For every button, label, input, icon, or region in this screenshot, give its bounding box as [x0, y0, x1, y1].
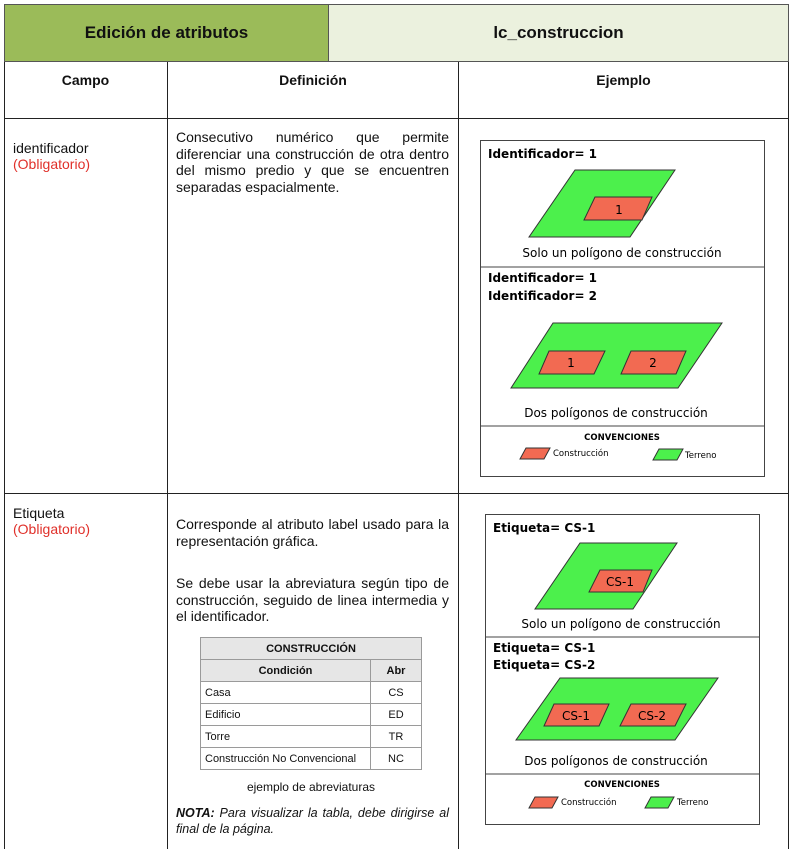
table-row [201, 748, 422, 770]
legend-terreno-label: Terreno [685, 451, 717, 461]
grid-line [788, 62, 789, 849]
panel1-caption: Solo un polígono de construcción [521, 617, 721, 631]
legend-construccion-label: Construcción [553, 449, 609, 459]
note-text: Para visualizar la tabla, debe dirigirse al final de la página. [176, 806, 449, 836]
table-row [201, 726, 422, 748]
column-header-ejemplo: Ejemplo [596, 72, 651, 88]
column-header-definicion: Definición [279, 72, 347, 88]
field-name: Etiqueta [13, 505, 65, 521]
construccion-id: 1 [567, 356, 575, 370]
abbr-condicion: Construcción No Convencional [201, 748, 371, 770]
abbr-col-abr: Abr [371, 660, 422, 682]
grid-line [4, 62, 5, 849]
column-header-campo: Campo [61, 72, 110, 88]
legend-terreno-label: Terreno [677, 798, 709, 808]
field-identificador [13, 140, 163, 172]
section-title: Edición de atributos [4, 4, 329, 62]
abbr-code: CS [371, 682, 422, 704]
abbr-condicion: Torre [201, 726, 371, 748]
note-label: NOTA: [176, 806, 215, 820]
abbr-code: ED [371, 704, 422, 726]
construccion-id: 2 [649, 356, 657, 370]
table-caption: ejemplo de abreviaturas [246, 780, 376, 794]
panel2-label2: Etiqueta= CS-2 [493, 658, 596, 672]
table-name: lc_construccion [329, 4, 789, 62]
panel2-label1: Etiqueta= CS-1 [493, 641, 596, 655]
legend-construccion-label: Construcción [561, 798, 617, 808]
grid-line [458, 62, 459, 849]
construccion-id: CS-1 [562, 709, 590, 723]
field-name: identificador [13, 140, 89, 156]
example-diagram-identificador [480, 140, 766, 478]
panel1-label: Identificador= 1 [488, 147, 598, 161]
legend-title: CONVENCIONES [584, 433, 660, 443]
panel1-caption: Solo un polígono de construcción [522, 246, 722, 260]
grid-line [4, 493, 789, 494]
field-etiqueta [13, 505, 163, 537]
legend-title: CONVENCIONES [584, 780, 660, 790]
note [176, 805, 449, 837]
table-row [201, 682, 422, 704]
abbreviation-table [200, 637, 422, 770]
abbr-code: NC [371, 748, 422, 770]
panel2-caption: Dos polígonos de construcción [524, 406, 708, 420]
construccion-id: CS-1 [606, 575, 634, 589]
abbr-table-title: CONSTRUCCIÓN [201, 638, 422, 660]
table-row [201, 704, 422, 726]
definition-etiqueta-p2: Se debe usar la abreviatura según tipo de construcción, seguido de linea intermedia y el identificador. [176, 575, 449, 624]
abbr-code: TR [371, 726, 422, 748]
construccion-id: 1 [615, 203, 623, 217]
construccion-id: CS-2 [638, 709, 666, 723]
required-badge: (Obligatorio) [13, 156, 91, 172]
panel2-caption: Dos polígonos de construcción [524, 754, 708, 768]
grid-line [167, 62, 168, 849]
abbr-condicion: Edificio [201, 704, 371, 726]
grid-line [4, 118, 789, 119]
panel2-label1: Identificador= 1 [488, 271, 598, 285]
required-badge: (Obligatorio) [13, 521, 91, 537]
definition-etiqueta-p1: Corresponde al atributo label usado para la representación gráfica. [176, 516, 449, 549]
abbr-condicion: Casa [201, 682, 371, 704]
panel2-label2: Identificador= 2 [488, 289, 598, 303]
definition-identificador: Consecutivo numérico que permite diferenciar una construcción de otra dentro del mismo predio y que se encuentren separadas espacialmente. [176, 129, 449, 195]
example-diagram-etiqueta [485, 514, 761, 826]
panel1-label: Etiqueta= CS-1 [493, 521, 596, 535]
abbr-col-condicion: Condición [201, 660, 371, 682]
